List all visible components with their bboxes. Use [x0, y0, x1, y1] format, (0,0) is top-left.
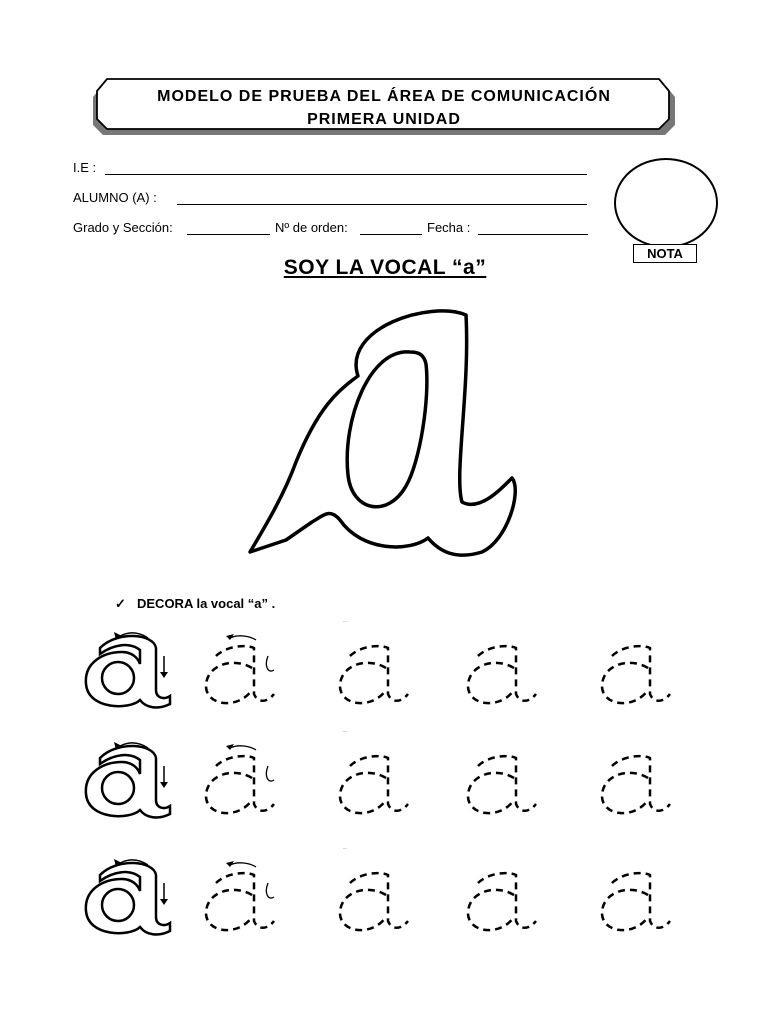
orden-line[interactable] [360, 234, 422, 235]
orden-label: Nº de orden: [275, 220, 348, 235]
grado-line[interactable] [187, 234, 270, 235]
speck: .. [343, 727, 347, 734]
page-heading: SOY LA VOCAL “a” [283, 256, 487, 279]
practice-row-2 [68, 732, 698, 820]
nota-circle[interactable] [614, 158, 718, 248]
title-line-2: PRIMERA UNIDAD [307, 111, 461, 128]
alumno-label: ALUMNO (A) : [73, 190, 157, 205]
alumno-line[interactable] [177, 204, 587, 205]
instruction-text: DECORA la vocal “a” . [137, 596, 276, 611]
instruction [115, 596, 275, 612]
fecha-line[interactable] [478, 234, 588, 235]
practice-row-1 [68, 622, 698, 710]
fecha-label: Fecha : [427, 220, 471, 235]
speck: .. [343, 844, 347, 851]
practice-row-3 [68, 849, 698, 937]
speck: .. [343, 617, 347, 624]
title-line-1: MODELO DE PRUEBA DEL ÁREA DE COMUNICACIÓN [157, 88, 611, 105]
check-icon: ✓ [115, 596, 126, 611]
ie-label: I.E : [73, 160, 97, 175]
nota-label: NOTA [633, 244, 697, 263]
ie-line[interactable] [105, 174, 587, 175]
title-banner [93, 77, 675, 135]
big-letter-a-image [230, 290, 530, 580]
grado-label: Grado y Sección: [73, 220, 173, 235]
